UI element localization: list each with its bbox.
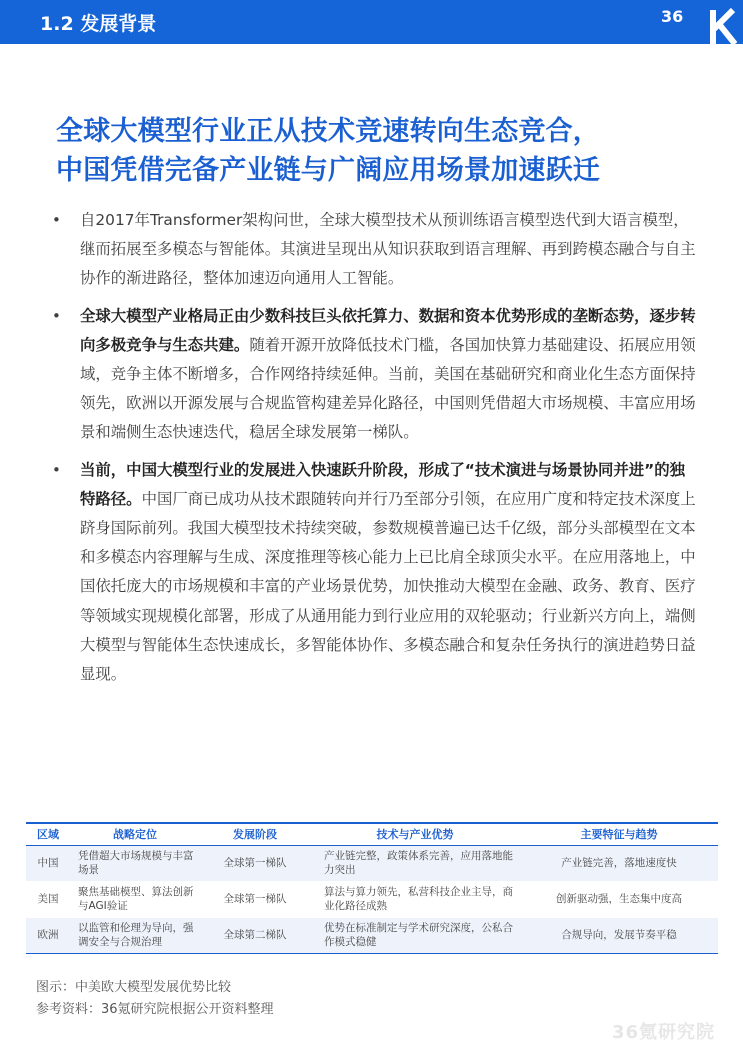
- bullet-bold-text: 当前，中国大模型行业的发展进入快速跃升阶段，形成了“技术演进与场景协同并进”的独特路径。: [80, 460, 686, 508]
- column-header-tech: 技术与产业优势: [310, 823, 520, 845]
- comparison-table: [26, 822, 718, 954]
- bullet-item: [50, 302, 700, 448]
- main-title: [56, 112, 716, 190]
- cell-tech: 优势在标准制定与学术研究深度，公私合作模式稳健: [310, 917, 520, 953]
- bullet-dot-icon: •: [52, 460, 61, 479]
- table-row: [26, 881, 718, 917]
- cell-strategy: 以监管和伦理为导向，强调安全与合规治理: [70, 917, 200, 953]
- cell-stage: 全球第二梯队: [200, 917, 310, 953]
- cell-stage: 全球第一梯队: [200, 845, 310, 881]
- bullet-item: [50, 456, 700, 690]
- cell-feature: 合规导向，发展节奏平稳: [520, 917, 718, 953]
- cell-stage: 全球第一梯队: [200, 881, 310, 917]
- bullet-text: 随着开源开放降低技术门槛，各国加快算力基础建设、拓展应用领域，竞争主体不断增多，合作网络持续延伸。当前，美国在基础研究和商业化生态方面保持领先，欧洲以开源发展与合规监管构建差异化路径，中国则凭借超大市场规模、丰富应用场景和端侧生态快速迭代，稳居全球发展第一梯队。: [80, 335, 696, 442]
- header-bar: [0, 0, 743, 44]
- bullet-bold-text: 全球大模型产业格局正由少数科技巨头依托算力、数据和资本优势形成的垄断态势，逐步转向多极竞争与生态共建。: [80, 306, 696, 354]
- table-row: [26, 917, 718, 953]
- bullet-text: 中国厂商已成功从技术跟随转向并行乃至部分引领，在应用广度和特定技术深度上跻身国际前列。我国大模型技术持续突破，参数规模普遍已达千亿级，部分头部模型在文本和多模态内容理解与生成、深度推理等核心能力上已比肩全球顶尖水平。在应用落地上，中国依托庞大的市场规模和丰富的产业场景优势，加快推动大模型在金融、政务、教育、医疗等领域实现规模化部署，形成了从通用能力到行业应用的双轮驱动；行业新兴方向上，端侧大模型与智能体生态快速成长，多智能体协作、多模态融合和复杂任务执行的演进趋势日益显现。: [80, 489, 696, 684]
- cell-strategy: 聚焦基础模型、算法创新与AGI验证: [70, 881, 200, 917]
- figure-caption: [36, 977, 274, 1021]
- cell-tech: 算法与算力领先，私营科技企业主导，商业化路径成熟: [310, 881, 520, 917]
- section-title: 1.2 发展背景: [40, 13, 157, 35]
- bullet-list: [50, 206, 700, 697]
- bullet-dot-icon: •: [52, 306, 61, 325]
- watermark: 36氪研究院: [612, 1022, 716, 1043]
- bullet-item: [50, 206, 700, 294]
- main-title-line-2: 中国凭借完备产业链与广阔应用场景加速跃迁: [56, 155, 600, 186]
- svg-text:36: 36: [661, 7, 684, 26]
- column-header-feature: 主要特征与趋势: [520, 823, 718, 845]
- column-header-stage: 发展阶段: [200, 823, 310, 845]
- cell-tech: 产业链完整，政策体系完善，应用落地能力突出: [310, 845, 520, 881]
- column-header-region: 区域: [26, 823, 70, 845]
- cell-region: 美国: [26, 881, 70, 917]
- cell-region: 欧洲: [26, 917, 70, 953]
- cell-region: 中国: [26, 845, 70, 881]
- bullet-text: 自2017年Transformer架构问世，全球大模型技术从预训练语言模型迭代到大语言模型，继而拓展至多模态与智能体。其演进呈现出从知识获取到语言理解、再到跨模态融合与自主协作的渐进路径，整体加速迈向通用人工智能。: [80, 211, 696, 288]
- source-note: 参考资料：36氪研究院根据公开资料整理: [36, 1002, 274, 1017]
- table-row: [26, 845, 718, 881]
- table-header-row: [26, 823, 718, 845]
- column-header-strategy: 战略定位: [70, 823, 200, 845]
- cell-strategy: 凭借超大市场规模与丰富场景: [70, 845, 200, 881]
- cell-feature: 创新驱动强，生态集中度高: [520, 881, 718, 917]
- cell-feature: 产业链完善，落地速度快: [520, 845, 718, 881]
- bullet-dot-icon: •: [52, 211, 61, 229]
- figure-title: 图示：中美欧大模型发展优势比较: [36, 980, 232, 995]
- 36kr-logo-icon: [653, 0, 743, 44]
- main-title-line-1: 全球大模型行业正从技术竞速转向生态竞合，: [56, 116, 600, 147]
